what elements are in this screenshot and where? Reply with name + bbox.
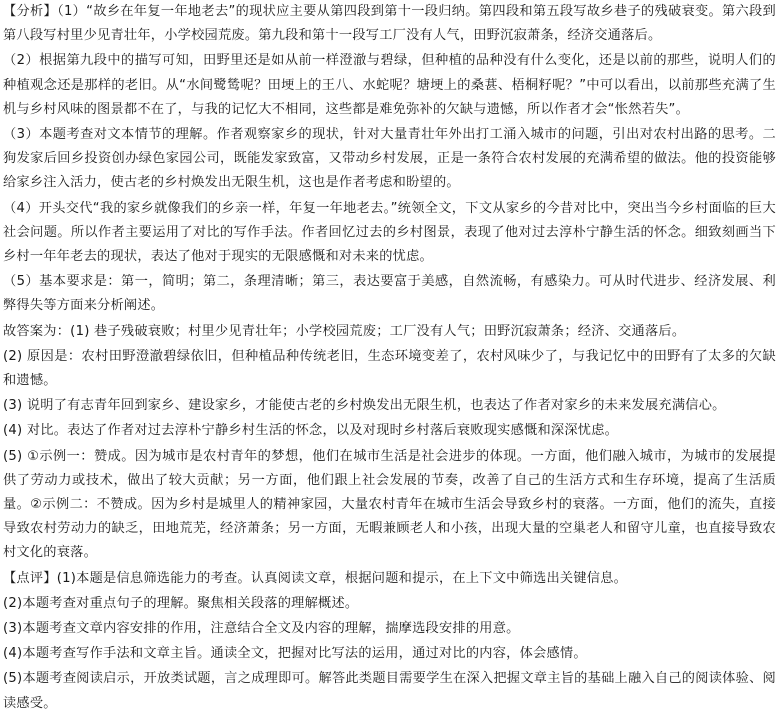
analysis-paragraph-3: （3）本题考查对文本情节的理解。作者观察家乡的现状，针对大量青壮年外出打工涌入城市的问题，引出对农村出路的思考。二狗发家后回乡投资创办绿色家园公司，既能发家致富，又带动乡村发展，正是一条符合农村发展的充满希望的做法。他的投资能够给家乡注入活力，使古老的乡村焕发出无限生机，这也是作者考虑和盼望的。 [3, 127, 776, 191]
answer-line-1: 故答案为：(1) 巷子残破衰败；村里少见青壮年；小学校园荒废；工厂没有人气；田野沉寂萧条；经济、交通落后。 [3, 323, 686, 339]
analysis-paragraph-1: 【分析】（1）“故乡在年复一年地老去”的现状应主要从第四段到第十一段归纳。第四段和第五段写故乡巷子的残破衰变。第六段到第八段写村里少见青壮年，小学校园荒废。第九段和第十一段写工厂没有人气，田野沉寂萧条，经济交通落后。 [3, 4, 776, 44]
comment-line-2: (2)本题考查对重点句子的理解。聚焦相关段落的理解概述。 [3, 595, 359, 611]
comment-line-3: (3)本题考查文章内容安排的作用，注意结合全文及内容的理解，揣摩选段安排的用意。 [3, 621, 520, 637]
answer-line-4: (4) 对比。表达了作者对过去淳朴宁静乡村生活的怀念，以及对现时乡村落后衰败现实感慨和深深忧虑。 [3, 423, 619, 439]
answer-line-3: (3) 说明了有志青年回到家乡、建设家乡，才能使古老的乡村焕发出无限生机，也表达了作者对家乡的未来发展充满信心。 [3, 398, 726, 414]
analysis-paragraph-5: （5）基本要求是：第一，简明；第二，条理清晰；第三，表达要富于美感，自然流畅，有感染力。可从时代进步、经济发展、利弊得失等方面来分析阐述。 [3, 274, 776, 314]
answer-line-2: (2) 原因是：农村田野澄澈碧绿依旧，但种植品种传统老旧，生态环境变差了，农村风味少了，与我记忆中的田野有了太多的欠缺和遗憾。 [3, 348, 776, 389]
comment-line-5: (5)本题考查阅读启示，开放类试题，言之成理即可。解答此类题目需要学生在深入把握文章主旨的基础上融入自己的阅读体验、阅读感受。 [3, 671, 776, 711]
comment-line-1: 【点评】(1)本题是信息筛选能力的考查。认真阅读文章，根据问题和提示，在上下文中筛选出关键信息。 [3, 570, 628, 586]
comment-line-4: (4)本题考查写作手法和文章主旨。通读全文，把握对比写法的运用，通过对比的内容，体会感情。 [3, 646, 587, 662]
answer-line-5: (5) ①示例一：赞成。因为城市是农村青年的梦想，他们在城市生活是社会进步的体现。一方面，他们融入城市，为城市的发展提供了劳动力或技术，做出了较大贡献；另一方面，他们跟上社会发展的节奏，改善了自己的生活方式和生存环境，提高了生活质量。②示例二：不赞成。因为乡村是城里人的精神家园，大量农村青年在城市生活会导致乡村的衰落。一方面，他们的流失，直接导致农村劳动力的缺乏，田地荒芜，经济萧条；另一方面，无暇兼顾老人和小孩，出现大量的空巢老人和留守儿童，也直接导致农村文化的衰落。 [3, 448, 776, 561]
analysis-paragraph-2: （2）根据第九段中的描写可知，田野里还是如从前一样澄澈与碧绿，但种植的品种没有什么变化，还是以前的那些，说明人们的种植观念还是那样的老旧。从“水间鹭鸶呢？田埂上的王八、水蛇呢？塘埂上的桑葚、梧桐籽呢？”中可以看出，以前那些充满了生机与乡村风味的图景都不在了，与我的记忆大不相同，这些都是难免弥补的欠缺与遗憾，所以作者才会“怅然若失”。 [3, 53, 776, 117]
analysis-paragraph-4: （4）开头交代“我的家乡就像我们的乡亲一样，年复一年地老去。”统领全文，下文从家乡的今昔对比中，突出当今乡村面临的巨大社会问题。所以作者主要运用了对比的写作手法。作者回忆过去的乡村图景，表现了他对过去淳朴宁静生活的怀念。细致刻画当下乡村一年年老去的现状，表达了他对于现实的无限感慨和对未来的忧虑。 [3, 200, 776, 265]
